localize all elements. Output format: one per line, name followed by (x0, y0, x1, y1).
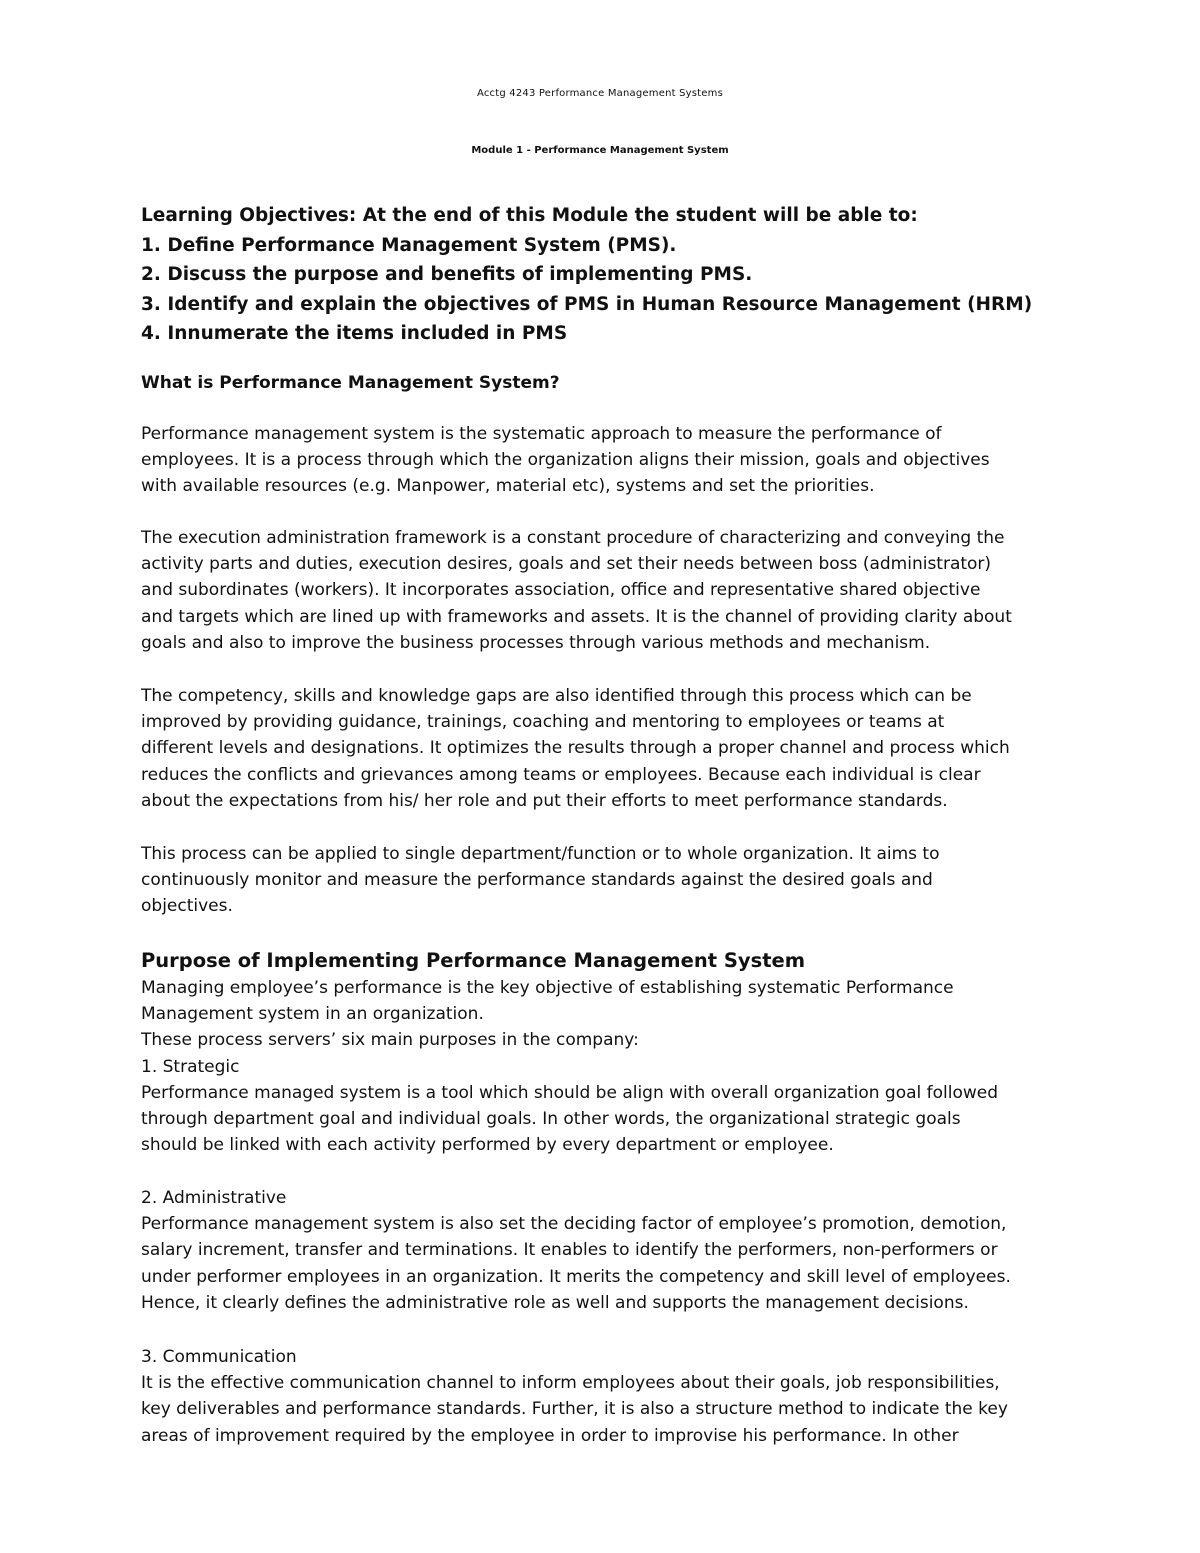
paragraph-line: improved by providing guidance, trainings, coaching and mentoring to employees or teams at (141, 712, 945, 733)
paragraph-line: reduces the conflicts and grievances among teams or employees. Because each individual is clear (141, 764, 981, 785)
paragraph-line: and subordinates (workers). It incorporates association, office and representative shared objective (141, 580, 981, 601)
paragraph (141, 683, 1051, 814)
what-is-section (141, 370, 1051, 396)
objective-item: 4. Innumerate the items included in PMS (141, 323, 568, 344)
module-title: Module 1 - Performance Management System (471, 145, 729, 156)
learning-objectives (141, 201, 1051, 349)
paragraph-line: activity parts and duties, execution desires, goals and set their needs between boss (administrator) (141, 554, 992, 575)
paragraph-line: through department goal and individual goals. In other words, the organizational strategic goals (141, 1109, 961, 1130)
paragraph-line: key deliverables and performance standards. Further, it is also a structure method to indicate the key (141, 1399, 1008, 1420)
purpose-item-title: 2. Administrative (141, 1188, 287, 1208)
paragraph-line: Performance management system is the systematic approach to measure the performance of (141, 424, 942, 444)
paragraph-line: This process can be applied to single department/function or to whole organization. It aims to (141, 844, 940, 864)
paragraph (141, 525, 1051, 656)
paragraph-line: Performance managed system is a tool which should be align with overall organization goal followed (141, 1082, 999, 1103)
purpose-item-title: 3. Communication (141, 1347, 297, 1367)
purpose-item-title: 1. Strategic (141, 1056, 240, 1077)
paragraph-line: should be linked with each activity performed by every department or employee. (141, 1135, 834, 1156)
paragraph-line: Management system in an organization. (141, 1004, 484, 1025)
paragraph-line: under performer employees in an organization. It merits the competency and skill level of employees. (141, 1266, 1011, 1287)
paragraph-line: Performance management system is also set the deciding factor of employee’s promotion, demotion, (141, 1214, 1007, 1235)
purpose-heading: Purpose of Implementing Performance Management System (141, 949, 806, 972)
paragraph-line: with available resources (e.g. Manpower, material etc), systems and set the priorities. (141, 476, 875, 497)
paragraph-line: These process servers’ six main purposes in the company: (141, 1030, 639, 1051)
paragraph-line: objectives. (141, 896, 233, 917)
purpose-item (141, 1185, 1051, 1316)
paragraph-line: employees. It is a process through which the organization aligns their mission, goals and objectives (141, 450, 990, 471)
paragraph-line: Hence, it clearly defines the administrative role as well and supports the management decisions. (141, 1292, 969, 1313)
purpose-section (141, 947, 1051, 1158)
paragraph-line: areas of improvement required by the employee in order to improvise his performance. In other (141, 1425, 959, 1446)
paragraph-line: The execution administration framework is a constant procedure of characterizing and conveying the (141, 528, 1005, 548)
paragraph (141, 421, 1051, 500)
paragraph-line: continuously monitor and measure the performance standards against the desired goals and (141, 870, 933, 891)
purpose-item (141, 1344, 1051, 1449)
objective-item: 2. Discuss the purpose and benefits of implementing PMS. (141, 264, 753, 285)
paragraph-line: different levels and designations. It optimizes the results through a proper channel and process which (141, 738, 1010, 759)
paragraph (141, 841, 1051, 920)
objective-item: 3. Identify and explain the objectives of PMS in Human Resource Management (HRM) (141, 293, 1033, 315)
paragraph-line: goals and also to improve the business processes through various methods and mechanism. (141, 632, 931, 653)
learning-objectives-intro: Learning Objectives: At the end of this Module the student will be able to: (141, 205, 918, 226)
paragraph-line: salary increment, transfer and terminations. It enables to identify the performers, non-performers or (141, 1240, 998, 1261)
paragraph-line: Managing employee’s performance is the key objective of establishing systematic Performance (141, 978, 954, 998)
objective-item: 1. Define Performance Management System (PMS). (141, 234, 677, 256)
paragraph-line: The competency, skills and knowledge gaps are also identified through this process which can be (141, 686, 972, 706)
paragraph-line: It is the effective communication channel to inform employees about their goals, job responsibilities, (141, 1373, 1000, 1394)
course-title: Acctg 4243 Performance Management Systems (476, 88, 724, 99)
paragraph-line: about the expectations from his/ her role and put their efforts to meet performance standards. (141, 790, 948, 811)
paragraph-line: and targets which are lined up with frameworks and assets. It is the channel of providing clarity about (141, 606, 1012, 627)
what-is-heading: What is Performance Management System? (141, 373, 560, 393)
